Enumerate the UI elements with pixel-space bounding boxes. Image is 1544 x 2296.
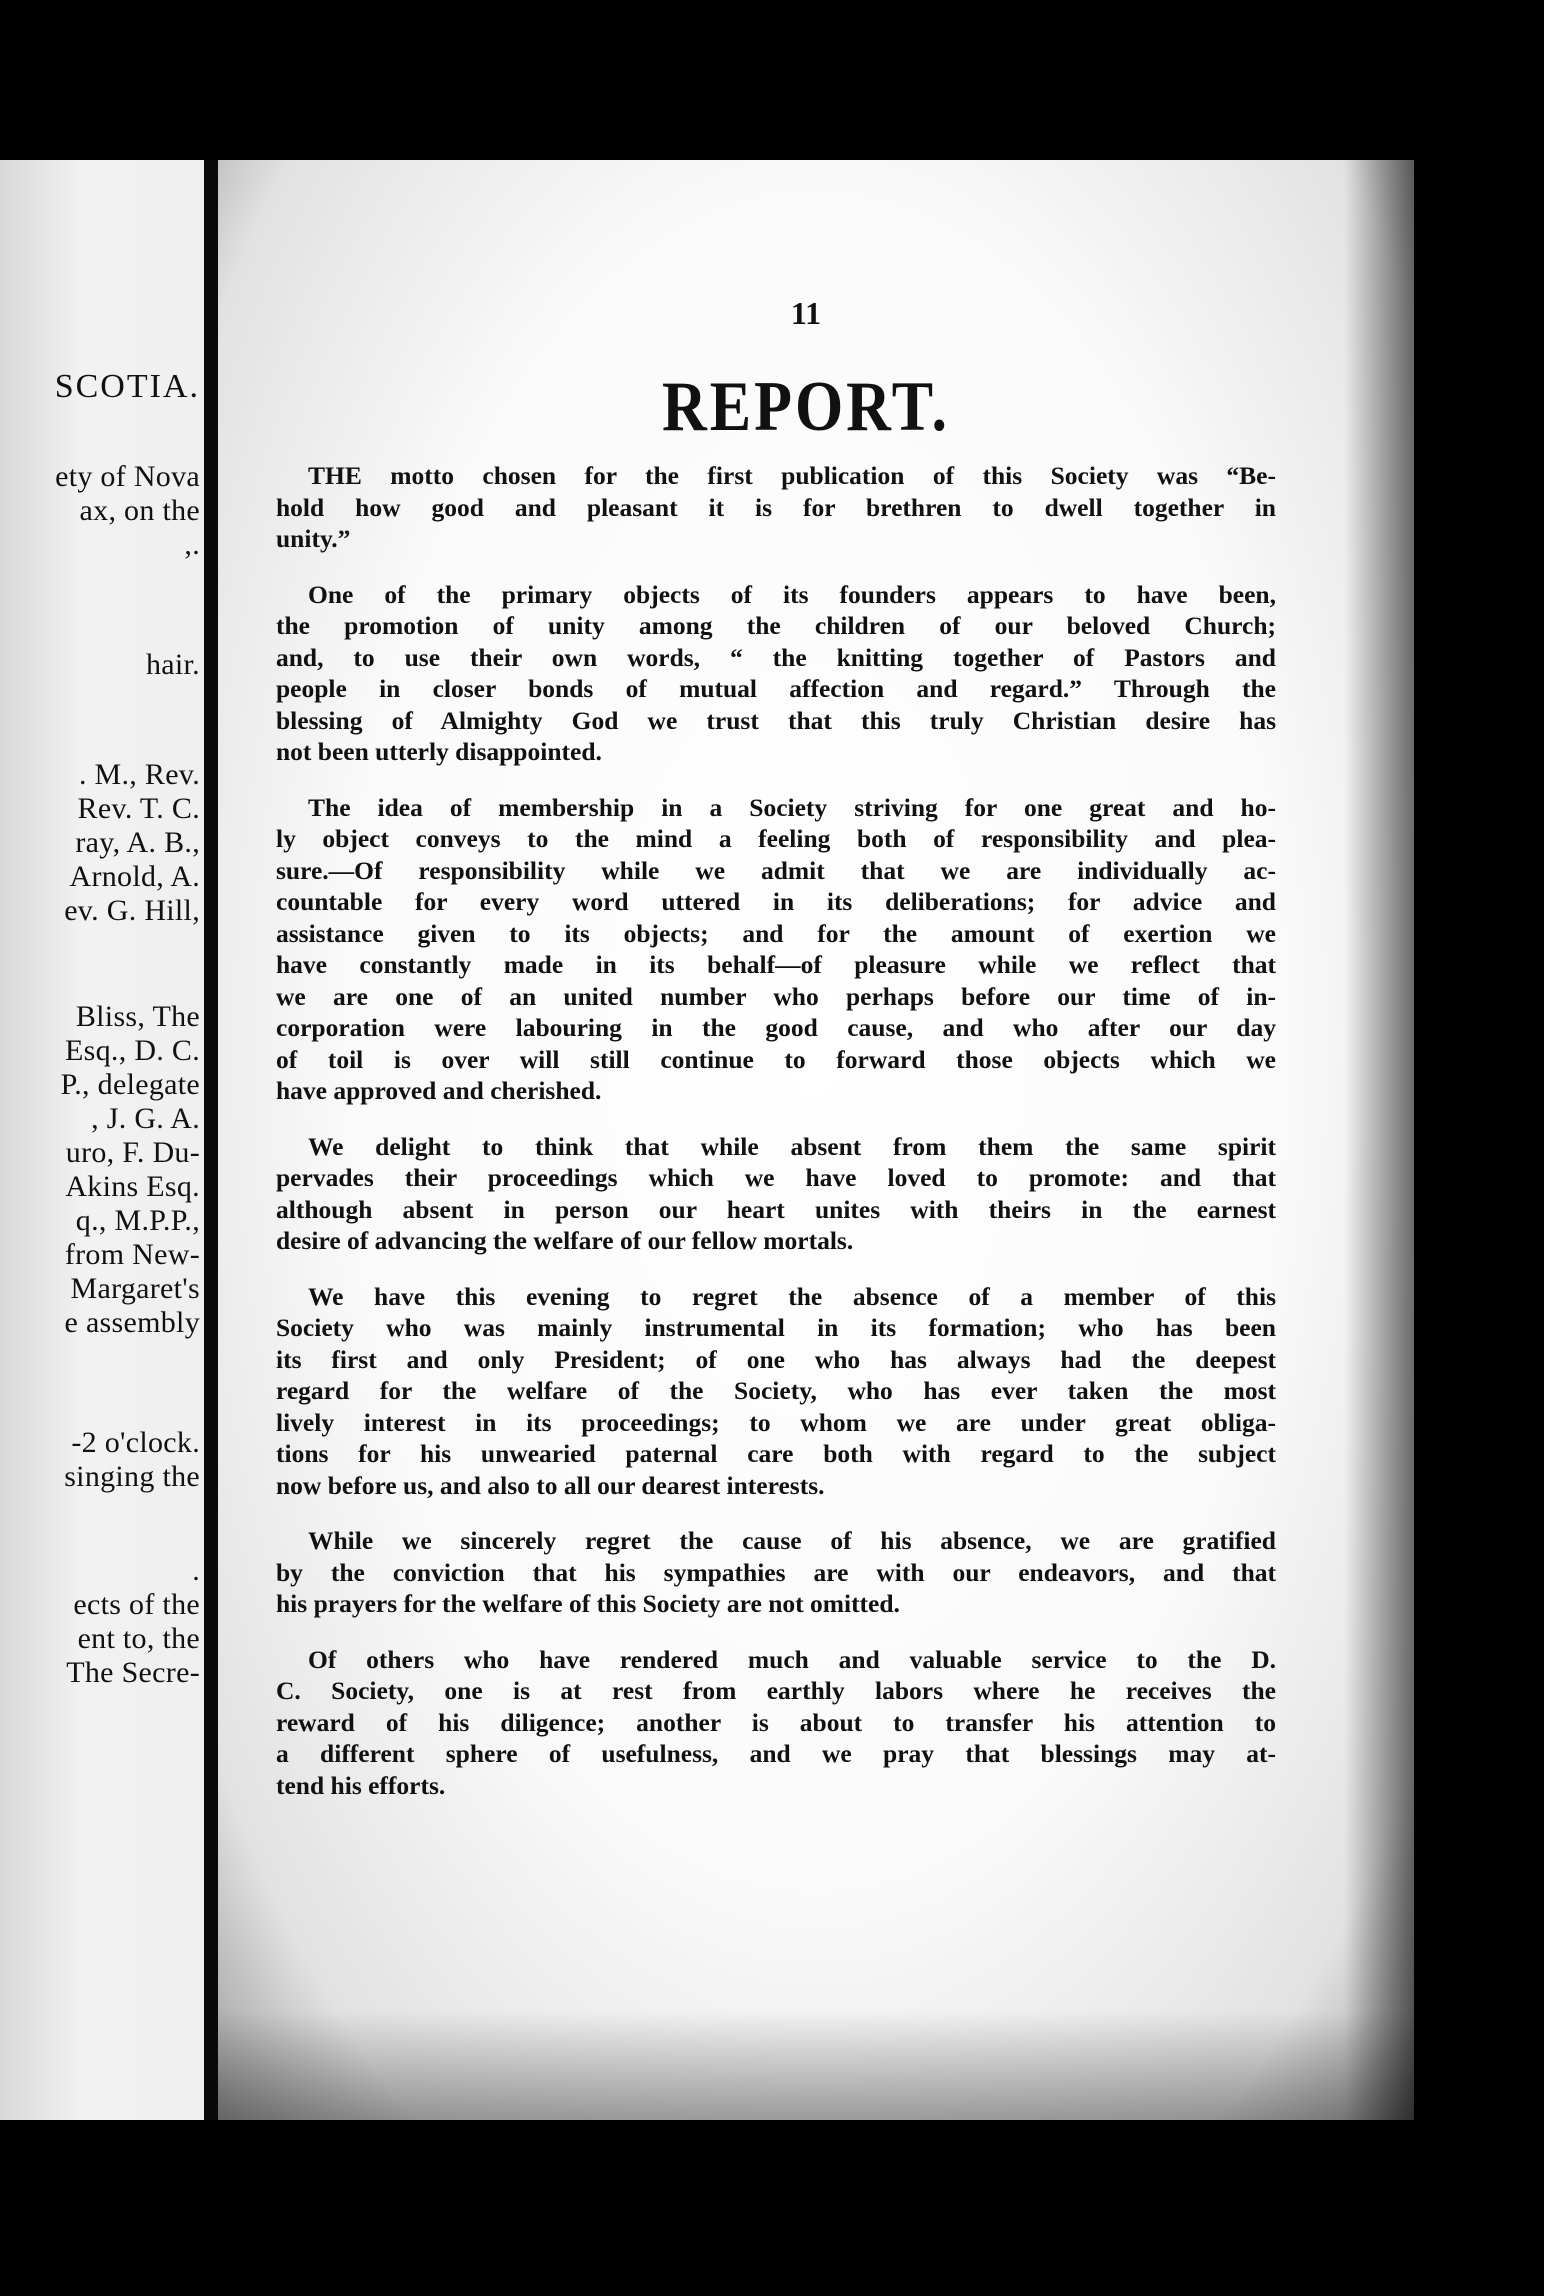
report-paragraph [276, 1525, 1276, 1620]
report-line: While we sincerely regret the cause of his absence, we are gratified [308, 1526, 1276, 1555]
report-line: the promotion of unity among the children of our beloved Church; [276, 611, 1276, 640]
report-line: ly object conveys to the mind a feeling both of responsibility and plea- [276, 824, 1276, 853]
left-page-line: ax, on the [79, 494, 200, 527]
report-line: by the conviction that his sympathies are with our endeavors, and that [276, 1557, 1276, 1587]
left-page-line: q., M.P.P., [75, 1204, 200, 1237]
page-edge-shadow [1344, 160, 1414, 2120]
report-line: sure.—Of responsibility while we admit that we are individually ac- [276, 855, 1276, 885]
left-page-line: . M., Rev. [78, 758, 200, 791]
report-line: lively interest in its proceedings; to whom we are under great obliga- [276, 1407, 1276, 1437]
report-line: The idea of membership in a Society striving for one great and ho- [308, 792, 1276, 822]
report-line: people in closer bonds of mutual affection and regard.” Through the [276, 674, 1276, 703]
report-body [276, 460, 1276, 1825]
left-page-line: , J. G. A. [91, 1102, 200, 1135]
left-page-line: hair. [146, 648, 200, 681]
report-line: although absent in person our heart unites with theirs in the earnest [276, 1194, 1276, 1224]
report-line: not been utterly disappointed. [276, 737, 602, 766]
left-page-line: P., delegate [60, 1068, 200, 1101]
left-page-line: ety of Nova [55, 460, 200, 493]
report-line: have approved and cherished. [276, 1076, 602, 1105]
left-page-line: Margaret's [70, 1272, 200, 1305]
left-page-line: from New- [64, 1238, 200, 1271]
report-line: we are one of an united number who perhaps before our time of in- [276, 981, 1276, 1011]
report-line: now before us, and also to all our dearest interests. [276, 1470, 825, 1500]
left-page-line: ev. G. Hill, [64, 894, 200, 927]
report-line: have constantly made in its behalf—of pleasure while we reflect that [276, 950, 1276, 979]
page-gutter [204, 160, 218, 2120]
left-page-line: Akins Esq. [65, 1170, 200, 1203]
report-line: assistance given to its objects; and for the amount of exertion we [276, 918, 1276, 948]
report-line: his prayers for the welfare of this Society are not omitted. [276, 1589, 900, 1618]
report-line: tions for his unwearied paternal care both with regard to the subject [276, 1439, 1276, 1468]
page-bottom-shadow [218, 2010, 1414, 2120]
left-page-line: ray, A. B., [75, 826, 200, 859]
report-line: and, to use their own words, “ the knitting together of Pastors and [276, 642, 1276, 672]
left-page-line: The Secre- [66, 1656, 200, 1689]
report-line: regard for the welfare of the Society, who has ever taken the most [276, 1376, 1276, 1405]
report-line: corporation were labouring in the good cause, and who after our day [276, 1013, 1276, 1042]
left-page-line: Bliss, The [75, 1000, 200, 1033]
report-line: Of others who have rendered much and valuable service to the D. [308, 1644, 1276, 1674]
report-line: pervades their proceedings which we have loved to promote: and that [276, 1163, 1276, 1192]
report-paragraph [276, 1644, 1276, 1802]
report-line: countable for every word uttered in its deliberations; for advice and [276, 887, 1276, 916]
previous-page-fragment [0, 160, 208, 2120]
page-number: 11 [790, 295, 822, 331]
current-page [218, 160, 1414, 2120]
report-paragraph [276, 1281, 1276, 1502]
left-page-line: ects of the [73, 1588, 200, 1621]
report-paragraph [276, 460, 1276, 555]
report-line: We delight to think that while absent from them the same spirit [308, 1131, 1276, 1161]
report-line: its first and only President; of one who has always had the deepest [276, 1344, 1276, 1374]
report-line: of toil is over will still continue to forward those objects which we [276, 1044, 1276, 1074]
report-line: THE motto chosen for the first publication of this Society was “Be- [308, 461, 1276, 490]
left-page-line: Esq., D. C. [65, 1034, 200, 1067]
left-page-line: SCOTIA. [54, 368, 200, 405]
left-page-line: -2 o'clock. [71, 1426, 200, 1459]
report-line: blessing of Almighty God we trust that this truly Christian desire has [276, 705, 1276, 735]
left-page-line: e assembly [64, 1306, 200, 1339]
report-line: desire of advancing the welfare of our fellow mortals. [276, 1226, 854, 1255]
left-page-line: Rev. T. C. [77, 792, 200, 825]
report-line: hold how good and pleasant it is for brethren to dwell together in [276, 492, 1276, 522]
report-line: reward of his diligence; another is about to transfer his attention to [276, 1707, 1276, 1737]
left-page-line: . [192, 1554, 200, 1587]
report-line: One of the primary objects of its founders appears to have been, [308, 579, 1276, 609]
report-line: Society who was mainly instrumental in its formation; who has been [276, 1313, 1276, 1342]
report-line: tend his efforts. [276, 1770, 446, 1800]
report-heading: REPORT. [661, 367, 951, 447]
report-line: We have this evening to regret the absence of a member of this [308, 1281, 1276, 1311]
report-line: a different sphere of usefulness, and we pray that blessings may at- [276, 1739, 1276, 1768]
left-page-line: singing the [64, 1460, 200, 1493]
report-line: C. Society, one is at rest from earthly labors where he receives the [276, 1676, 1276, 1705]
report-paragraph [276, 1131, 1276, 1257]
report-paragraph [276, 792, 1276, 1107]
left-page-line: uro, F. Du- [65, 1136, 200, 1169]
left-page-line: Arnold, A. [69, 860, 200, 893]
report-line: unity.” [276, 524, 351, 553]
left-page-line: ,. [184, 528, 200, 561]
left-page-line: ent to, the [77, 1622, 200, 1655]
report-paragraph [276, 579, 1276, 768]
